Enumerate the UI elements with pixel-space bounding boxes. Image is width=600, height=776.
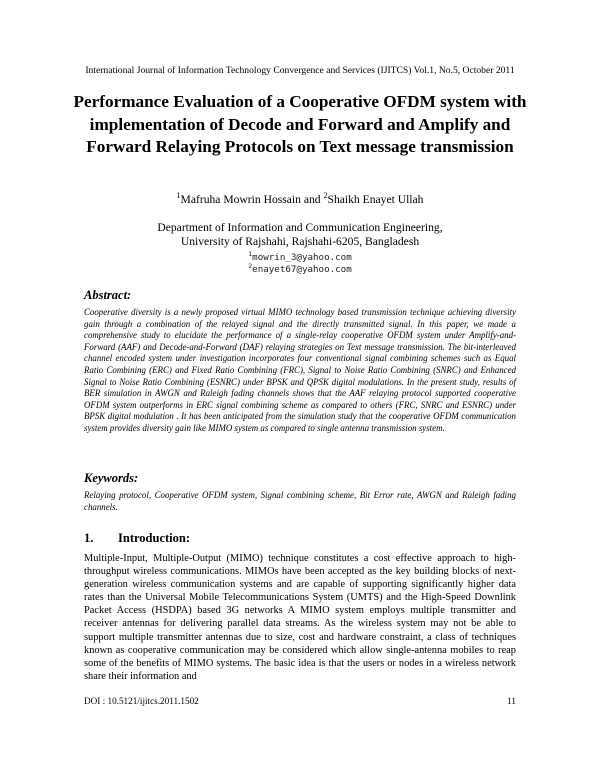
keywords-heading: Keywords:: [84, 471, 139, 485]
affiliation-department: Department of Information and Communication Engineering,: [157, 221, 443, 234]
author1-name: Mafruha Mowrin Hossain: [180, 192, 301, 206]
author2-superscript: 2: [323, 191, 328, 200]
email1-superscript: 1: [248, 250, 253, 258]
journal-header: International Journal of Information Technology Convergence and Services (IJITCS) Vol.1, No.5, October 2011: [85, 65, 515, 76]
section-number: 1.: [84, 531, 94, 545]
introduction-text: Multiple-Input, Multiple-Output (MIMO) technique constitutes a cost effective approach to high-throughput wireless communications. MIMOs have been accepted as the key building blocks of next-generation wireless communication systems and are capable of supporting significantly higher data rates than the Universal Mobile Telecommunications System (UMTS) and the High-Speed Downlink Packet Access (HSDPA) based 3G networks A MIMO system employs multiple transmitter and receiver antennas for delivering parallel data streams. As the wireless system may not be able to support multiple transmitter antennas due to size, cost and hardware constraint, a class of techniques known as cooperative communication may be considered which allow single-antenna mobiles to reap some of the benefits of MIMO systems. The basic idea is that the users or nodes in a wireless network share their information and: [84, 553, 516, 682]
email2-superscript: 2: [248, 262, 253, 270]
author-line: [0, 191, 600, 206]
affiliation-university: University of Rajshahi, Rajshahi-6205, Bangladesh: [180, 235, 420, 248]
footer-doi: DOI : 10.5121/ijitcs.2011.1502: [84, 696, 199, 706]
abstract-text: Cooperative diversity is a newly proposed virtual MIMO technology based transmission technique achieving diversity gain through a combination of the relayed signal and the directly transmitted signal. In this paper, we made a comprehensive study to elucidate the performance of a single-relay cooperative OFDM system under Amplify-and-Forward (AAF) and Decode-and-Forward (DAF) relaying strategies on Text message transmission. The bit-interleaved channel encoded system under investigation incorporates four conventional signal combining schemes such as Equal Ratio Combining (ERC) and Fixed Ratio Combining (FRC), Signal to Noise Ratio Combining (SNRC) and Enhanced Signal to Noise Ratio Combining (ESNRC) under BPSK and QPSK digital modulations. In the present study, results of BER simulation in AWGN and Raleigh fading channels shows that the AAF relaying protocol supported cooperative OFDM system outperforms in ERC signal combining scheme as compared to others (FRC, SNRC and ESNRC) under BPSK digital modulation . It has been anticipated from the simulation study that the cooperative OFDM communication system provides diversity gain like MIMO system as compared to single antenna transmission system.: [84, 307, 516, 433]
section-title: Introduction:: [118, 531, 191, 545]
keywords-text: Relaying protocol, Cooperative OFDM system, Signal combining scheme, Bit Error rate, AWGN and Raleigh fading channels.: [84, 490, 516, 512]
abstract-heading: Abstract:: [84, 288, 132, 302]
email1-address: mowrin_3@yahoo.com: [252, 252, 352, 264]
email-author2: [0, 262, 600, 275]
author-separator: and: [303, 192, 321, 206]
paper-title: Performance Evaluation of a Cooperative OFDM system with implementation of Decode and Forward and Amplify and Forward Relaying Protocols on Text message transmission: [73, 92, 527, 156]
email2-address: enayet67@yahoo.com: [252, 264, 352, 276]
page-number: 11: [507, 696, 516, 706]
author2-name: Shaikh Enayet Ullah: [327, 192, 424, 206]
affiliation: [0, 221, 600, 249]
author1-superscript: 1: [176, 191, 181, 200]
section-heading-introduction: [84, 531, 190, 546]
